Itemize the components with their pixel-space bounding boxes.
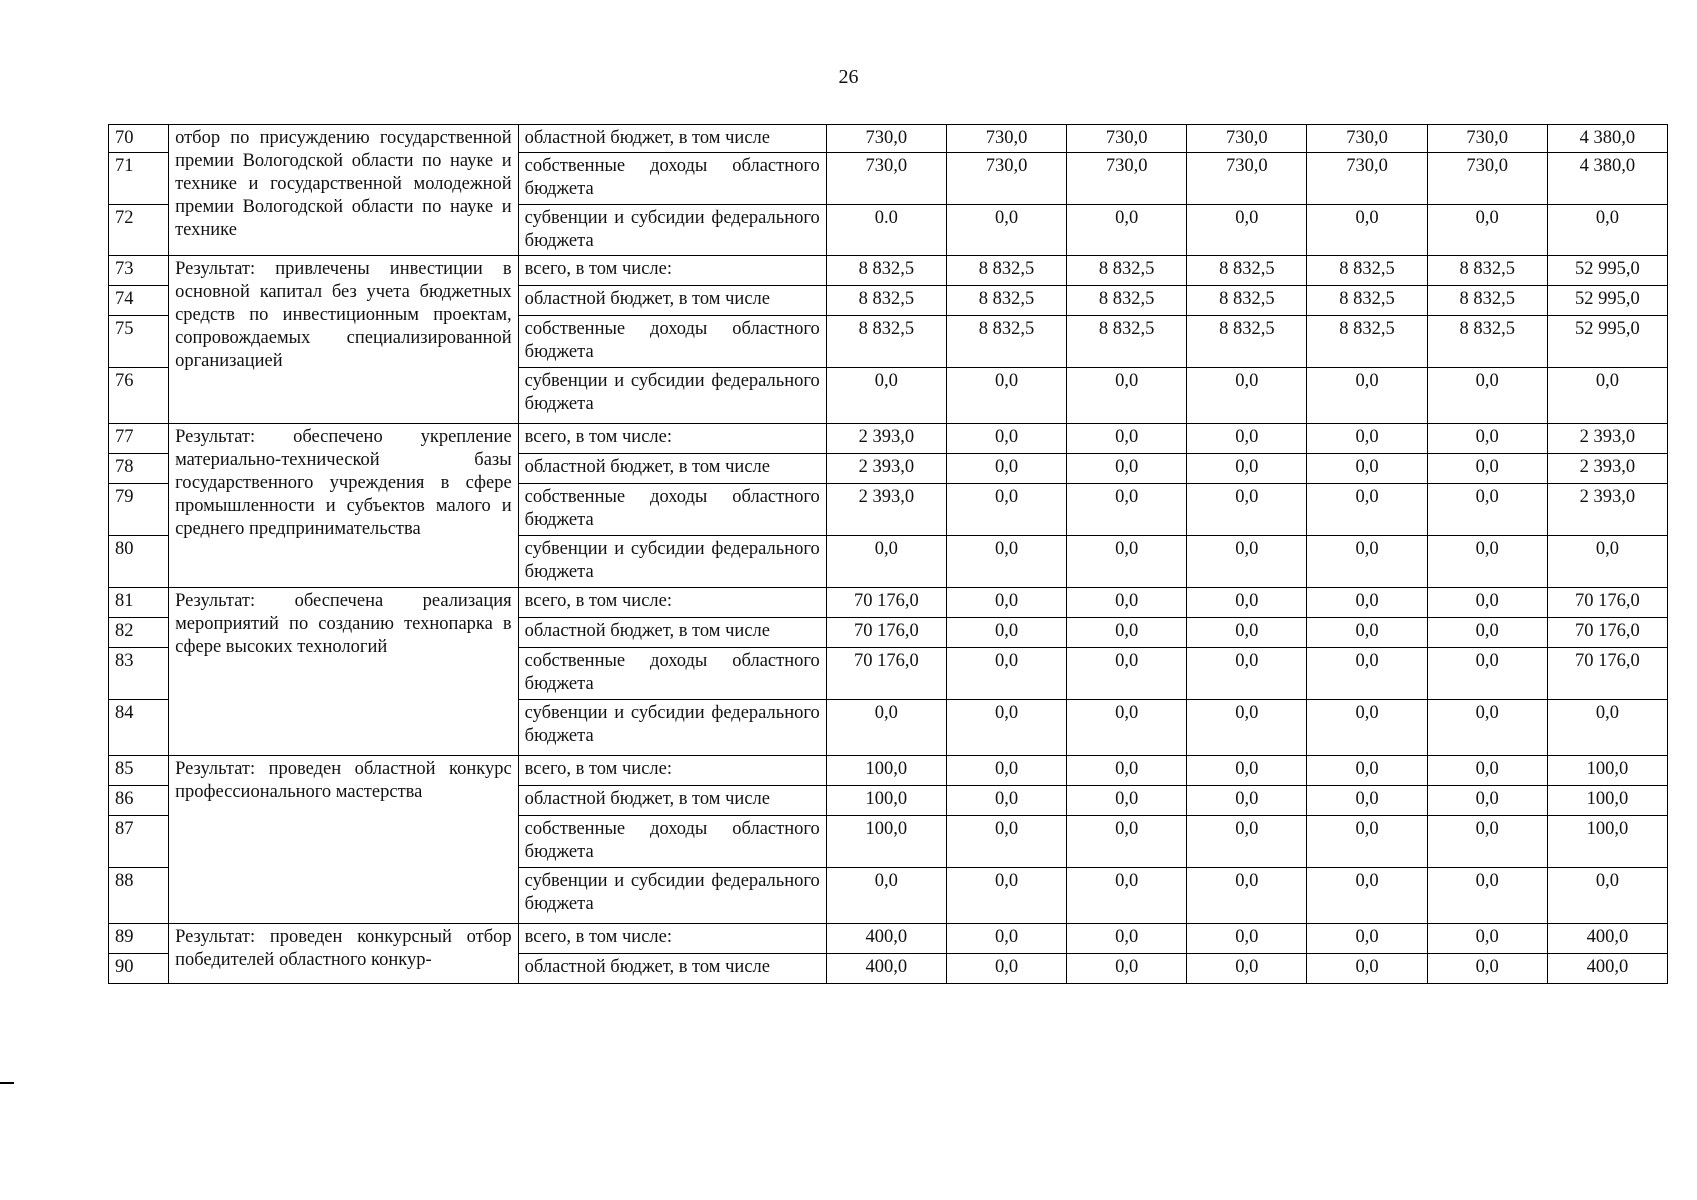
value-total: 2 393,0: [1547, 454, 1667, 484]
value-cell: 0,0: [1427, 588, 1547, 618]
value-cell: 0,0: [1187, 786, 1307, 816]
value-cell: 730,0: [1307, 125, 1427, 153]
value-cell: 0,0: [1067, 816, 1187, 868]
row-number: 86: [109, 786, 169, 816]
funding-source: субвенции и субсидии федерального бюджета: [518, 205, 826, 256]
value-cell: 0,0: [1427, 786, 1547, 816]
value-cell: 400,0: [826, 954, 946, 984]
table-row: [109, 424, 1668, 454]
value-total: 70 176,0: [1547, 648, 1667, 700]
value-cell: 8 832,5: [1427, 316, 1547, 368]
value-cell: 0,0: [1067, 205, 1187, 256]
value-cell: 0,0: [1307, 536, 1427, 588]
value-cell: 0,0: [1307, 368, 1427, 424]
value-cell: 0,0: [1067, 700, 1187, 756]
value-cell: 730,0: [1427, 153, 1547, 205]
funding-source: областной бюджет, в том числе: [518, 286, 826, 316]
value-cell: 8 832,5: [1307, 256, 1427, 286]
value-cell: 100,0: [826, 816, 946, 868]
value-cell: 0,0: [1427, 816, 1547, 868]
value-cell: 0,0: [1307, 648, 1427, 700]
result-description: Результат: проведен конкурсный отбор победителей областного конкур-: [169, 924, 519, 984]
value-cell: 0,0: [1187, 368, 1307, 424]
value-cell: 8 832,5: [1307, 316, 1427, 368]
table-row: [109, 125, 1668, 153]
value-cell: 0,0: [946, 454, 1066, 484]
value-total: 52 995,0: [1547, 256, 1667, 286]
margin-mark: [0, 1082, 14, 1084]
value-total: 400,0: [1547, 954, 1667, 984]
value-total: 0,0: [1547, 700, 1667, 756]
funding-source: всего, в том числе:: [518, 756, 826, 786]
budget-table-body: [109, 125, 1668, 984]
value-cell: 70 176,0: [826, 618, 946, 648]
value-cell: 730,0: [946, 125, 1066, 153]
value-cell: 0,0: [1427, 536, 1547, 588]
row-number: 85: [109, 756, 169, 786]
row-number: 73: [109, 256, 169, 286]
table-row: [109, 924, 1668, 954]
value-cell: 0,0: [946, 484, 1066, 536]
value-cell: 0,0: [1307, 700, 1427, 756]
value-cell: 0,0: [946, 924, 1066, 954]
row-number: 88: [109, 868, 169, 924]
value-cell: 8 832,5: [1187, 256, 1307, 286]
value-cell: 0,0: [1067, 924, 1187, 954]
value-cell: 730,0: [1307, 153, 1427, 205]
funding-source: собственные доходы областного бюджета: [518, 484, 826, 536]
table-row: [109, 588, 1668, 618]
value-cell: 0,0: [1067, 484, 1187, 536]
funding-source: субвенции и субсидии федерального бюджета: [518, 868, 826, 924]
value-cell: 0,0: [1187, 588, 1307, 618]
value-cell: 0,0: [826, 868, 946, 924]
value-cell: 0,0: [1187, 618, 1307, 648]
value-cell: 0,0: [1427, 924, 1547, 954]
value-cell: 8 832,5: [826, 316, 946, 368]
value-cell: 0,0: [1067, 618, 1187, 648]
value-cell: 0,0: [1307, 868, 1427, 924]
funding-source: собственные доходы областного бюджета: [518, 316, 826, 368]
value-cell: 0,0: [1187, 424, 1307, 454]
value-cell: 8 832,5: [1067, 256, 1187, 286]
funding-source: всего, в том числе:: [518, 924, 826, 954]
value-cell: 0,0: [1307, 205, 1427, 256]
value-cell: 0,0: [1427, 454, 1547, 484]
row-number: 84: [109, 700, 169, 756]
value-cell: 0,0: [1067, 424, 1187, 454]
value-cell: 0,0: [1067, 954, 1187, 984]
value-cell: 0,0: [1187, 454, 1307, 484]
value-cell: 0,0: [1427, 205, 1547, 256]
row-number: 72: [109, 205, 169, 256]
table-row: [109, 256, 1668, 286]
value-cell: 0,0: [1067, 454, 1187, 484]
value-cell: 0,0: [1307, 786, 1427, 816]
value-cell: 0,0: [1187, 924, 1307, 954]
row-number: 89: [109, 924, 169, 954]
funding-source: субвенции и субсидии федерального бюджета: [518, 368, 826, 424]
row-number: 74: [109, 286, 169, 316]
value-cell: 0,0: [1187, 756, 1307, 786]
funding-source: областной бюджет, в том числе: [518, 454, 826, 484]
value-cell: 0,0: [1067, 648, 1187, 700]
value-cell: 0,0: [1307, 484, 1427, 536]
value-cell: 0,0: [1307, 454, 1427, 484]
value-total: 100,0: [1547, 816, 1667, 868]
value-cell: 8 832,5: [1307, 286, 1427, 316]
row-number: 87: [109, 816, 169, 868]
value-cell: 0,0: [1307, 816, 1427, 868]
value-cell: 8 832,5: [1187, 316, 1307, 368]
value-cell: 0,0: [826, 536, 946, 588]
row-number: 78: [109, 454, 169, 484]
value-cell: 0,0: [1187, 816, 1307, 868]
value-total: 2 393,0: [1547, 424, 1667, 454]
value-cell: 730,0: [1427, 125, 1547, 153]
value-cell: 0,0: [1307, 618, 1427, 648]
result-description: Результат: привлечены инвестиции в основной капитал без учета бюджетных средств по инвестиционным проектам, сопровождаемых специализированной организацией: [169, 256, 519, 424]
value-total: 0,0: [1547, 868, 1667, 924]
funding-source: областной бюджет, в том числе: [518, 954, 826, 984]
row-number: 83: [109, 648, 169, 700]
value-cell: 730,0: [826, 153, 946, 205]
row-number: 90: [109, 954, 169, 984]
value-cell: 100,0: [826, 786, 946, 816]
value-cell: 0,0: [1307, 424, 1427, 454]
value-cell: 2 393,0: [826, 454, 946, 484]
row-number: 81: [109, 588, 169, 618]
value-cell: 0,0: [1427, 868, 1547, 924]
value-cell: 0,0: [826, 700, 946, 756]
value-total: 4 380,0: [1547, 125, 1667, 153]
funding-source: областной бюджет, в том числе: [518, 125, 826, 153]
value-cell: 0,0: [1427, 954, 1547, 984]
value-cell: 2 393,0: [826, 424, 946, 454]
funding-source: всего, в том числе:: [518, 588, 826, 618]
funding-source: областной бюджет, в том числе: [518, 786, 826, 816]
value-cell: 0,0: [1187, 648, 1307, 700]
value-cell: 0,0: [1427, 484, 1547, 536]
value-cell: 0,0: [1427, 424, 1547, 454]
page-number: 26: [838, 66, 859, 88]
value-total: 52 995,0: [1547, 316, 1667, 368]
value-total: 0,0: [1547, 205, 1667, 256]
value-cell: 8 832,5: [946, 316, 1066, 368]
funding-source: собственные доходы областного бюджета: [518, 648, 826, 700]
value-cell: 730,0: [826, 125, 946, 153]
row-number: 70: [109, 125, 169, 153]
value-cell: 0,0: [826, 368, 946, 424]
value-cell: 0,0: [1067, 756, 1187, 786]
value-cell: 0,0: [1427, 648, 1547, 700]
value-cell: 730,0: [1187, 153, 1307, 205]
value-cell: 0,0: [1067, 588, 1187, 618]
value-total: 100,0: [1547, 756, 1667, 786]
value-cell: 0,0: [1067, 536, 1187, 588]
value-cell: 0,0: [1307, 756, 1427, 786]
row-number: 82: [109, 618, 169, 648]
value-cell: 8 832,5: [1067, 286, 1187, 316]
funding-source: всего, в том числе:: [518, 256, 826, 286]
value-cell: 8 832,5: [826, 256, 946, 286]
value-cell: 8 832,5: [946, 256, 1066, 286]
value-cell: 0,0: [1187, 868, 1307, 924]
row-number: 76: [109, 368, 169, 424]
value-cell: 0,0: [946, 368, 1066, 424]
funding-source: собственные доходы областного бюджета: [518, 816, 826, 868]
value-cell: 8 832,5: [1067, 316, 1187, 368]
value-cell: 0,0: [1067, 786, 1187, 816]
value-cell: 0,0: [1187, 484, 1307, 536]
value-total: 70 176,0: [1547, 588, 1667, 618]
value-cell: 2 393,0: [826, 484, 946, 536]
value-cell: 0,0: [1427, 618, 1547, 648]
value-cell: 0,0: [1427, 756, 1547, 786]
value-cell: 0,0: [1187, 700, 1307, 756]
value-cell: 70 176,0: [826, 588, 946, 618]
funding-source: субвенции и субсидии федерального бюджета: [518, 700, 826, 756]
value-cell: 0,0: [946, 618, 1066, 648]
value-cell: 0,0: [1427, 700, 1547, 756]
value-cell: 0,0: [1067, 368, 1187, 424]
value-cell: 730,0: [1067, 153, 1187, 205]
value-cell: 0,0: [946, 536, 1066, 588]
value-cell: 400,0: [826, 924, 946, 954]
value-cell: 0.0: [826, 205, 946, 256]
value-cell: 8 832,5: [946, 286, 1066, 316]
funding-source: областной бюджет, в том числе: [518, 618, 826, 648]
value-cell: 0,0: [1307, 588, 1427, 618]
value-cell: 730,0: [946, 153, 1066, 205]
value-cell: 0,0: [946, 205, 1066, 256]
value-cell: 0,0: [946, 588, 1066, 618]
value-total: 0,0: [1547, 536, 1667, 588]
value-cell: 0,0: [1067, 868, 1187, 924]
row-number: 77: [109, 424, 169, 454]
value-cell: 0,0: [946, 868, 1066, 924]
value-cell: 0,0: [946, 954, 1066, 984]
value-cell: 8 832,5: [1427, 256, 1547, 286]
funding-source: субвенции и субсидии федерального бюджета: [518, 536, 826, 588]
value-cell: 0,0: [946, 816, 1066, 868]
value-total: 400,0: [1547, 924, 1667, 954]
row-number: 80: [109, 536, 169, 588]
value-cell: 0,0: [1427, 368, 1547, 424]
value-total: 2 393,0: [1547, 484, 1667, 536]
value-cell: 0,0: [946, 756, 1066, 786]
budget-table: [108, 124, 1668, 984]
value-cell: 0,0: [1187, 954, 1307, 984]
result-description: отбор по присуждению государственной премии Вологодской области по науке и технике и государственной молодежной премии Вологодской области по науке и технике: [169, 125, 519, 256]
value-cell: 0,0: [1307, 954, 1427, 984]
value-cell: 0,0: [946, 648, 1066, 700]
value-total: 0,0: [1547, 368, 1667, 424]
value-total: 100,0: [1547, 786, 1667, 816]
result-description: Результат: обеспечена реализация мероприятий по созданию технопарка в сфере высоких технологий: [169, 588, 519, 756]
funding-source: всего, в том числе:: [518, 424, 826, 454]
value-cell: 8 832,5: [826, 286, 946, 316]
row-number: 79: [109, 484, 169, 536]
value-cell: 0,0: [946, 700, 1066, 756]
row-number: 71: [109, 153, 169, 205]
table-row: [109, 756, 1668, 786]
value-cell: 0,0: [1307, 924, 1427, 954]
value-cell: 8 832,5: [1187, 286, 1307, 316]
result-description: Результат: обеспечено укрепление материально-технической базы государственного учреждения в сфере промышленности и субъектов малого и среднего предпринимательства: [169, 424, 519, 588]
row-number: 75: [109, 316, 169, 368]
value-cell: 70 176,0: [826, 648, 946, 700]
funding-source: собственные доходы областного бюджета: [518, 153, 826, 205]
value-cell: 100,0: [826, 756, 946, 786]
value-cell: 0,0: [1187, 205, 1307, 256]
value-total: 52 995,0: [1547, 286, 1667, 316]
value-cell: 730,0: [1187, 125, 1307, 153]
value-cell: 0,0: [946, 786, 1066, 816]
value-cell: 730,0: [1067, 125, 1187, 153]
value-cell: 8 832,5: [1427, 286, 1547, 316]
result-description: Результат: проведен областной конкурс профессионального мастерства: [169, 756, 519, 924]
value-cell: 0,0: [1187, 536, 1307, 588]
value-total: 4 380,0: [1547, 153, 1667, 205]
value-total: 70 176,0: [1547, 618, 1667, 648]
value-cell: 0,0: [946, 424, 1066, 454]
